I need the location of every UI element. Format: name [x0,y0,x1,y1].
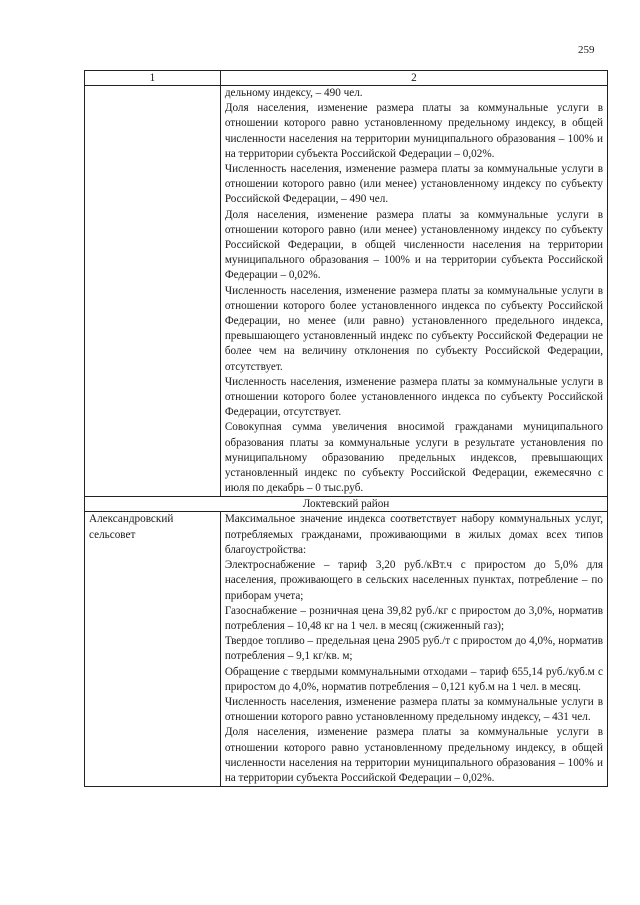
district-row [85,497,608,512]
paragraph: Численность населения, изменение размера платы за коммунальные услуги в отношении которого более установленного индекса по субъекту Российской Федерации, но менее (или равно) установленного предельного индекса, превышающего установленный индекс по субъекту Российской Федерации не более чем на величину отклонения по субъекту Российской Федерации, отсутствует. [224,284,603,373]
description-cell [220,86,607,497]
table-row-settlement [85,512,608,787]
paragraph: Максимальное значение индекса соответствует набору коммунальных услуг, потребляемых гражданами, проживающими в жилых домах всех типов благоустройства: [224,513,603,556]
paragraph: Доля населения, изменение размера платы за коммунальные услуги в отношении которого равно (или менее) установленному индексу по субъекту Российской Федерации, в общей численности населения на территории муниципального образования – 100% и на территории субъекта Российской Федерации – 0,02%. [224,208,603,282]
paragraph: Численность населения, изменение размера платы за коммунальные услуги в отношении которого более установленного индекса по субъекту Российской Федерации, отсутствует. [224,375,603,419]
empty-name-cell [85,86,221,497]
table-header-row [85,71,608,86]
page-number: 259 [578,44,595,56]
paragraph: Доля населения, изменение размера платы за коммунальные услуги в отношении которого равно установленному предельному индексу, в общей численности населения на территории муниципального образования – 100% и на территории субъекта Российской Федерации – 0,02%. [224,102,603,160]
paragraph: Численность населения, изменение размера платы за коммунальные услуги в отношении которого равно установленному предельному индексу, – 431 чел. [224,695,603,724]
document-table [84,70,608,787]
paragraph: Обращение с твердыми коммунальными отходами – тариф 655,14 руб./куб.м с приростом до 4,0%, норматив потребления – 0,121 куб.м на 1 чел. в месяц. [224,665,603,693]
settlement-name: Александровский сельсовет [85,512,221,787]
header-col-2: 2 [220,71,607,86]
table-row-continuation [85,86,608,497]
paragraph: Численность населения, изменение размера платы за коммунальные услуги в отношении которого равно (или менее) установленному индексу по субъекту Российской Федерации, – 490 чел. [224,163,603,206]
paragraph: дельному индексу, – 490 чел. [224,87,363,99]
paragraph: Электроснабжение – тариф 3,20 руб./кВт.ч с приростом до 5,0% для населения, проживающего в сельских населенных пунктах, потребление – по приборам учета; [224,559,603,602]
paragraph: Твердое топливо – предельная цена 2905 руб./т с приростом до 4,0%, норматив потребления – 9,1 кг/кв. м; [224,635,603,663]
header-col-1: 1 [85,71,221,86]
paragraph: Газоснабжение – розничная цена 39,82 руб./кг с приростом до 3,0%, норматив потребления – 10,48 кг на 1 чел. в месяц (сжиженный газ); [224,604,603,632]
paragraph: Доля населения, изменение размера платы за коммунальные услуги в отношении которого равно установленному предельному индексу, в общей численности населения на территории муниципального образования – 100% и на территории субъекта Российской Федерации – 0,02%. [224,726,603,784]
description-cell [220,512,607,787]
paragraph: Совокупная сумма увеличения вносимой гражданами муниципального образования платы за коммунальные услуги в результате установления по муниципальному образованию предельных индексов, превышающих установленный индекс по субъекту Российской Федерации, ежемесячно с июля по декабрь – 0 тыс.руб. [224,421,603,495]
district-title: Локтевский район [85,497,608,512]
